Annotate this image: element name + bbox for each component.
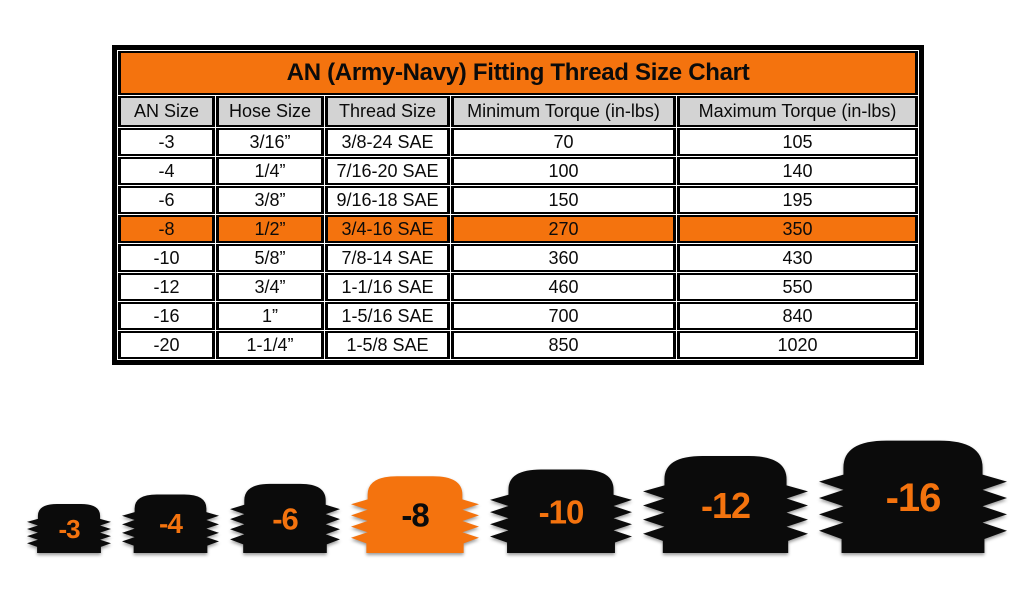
fitting-label: -12 xyxy=(700,484,751,526)
table-row xyxy=(118,273,918,301)
table-cell: 3/4-16 SAE xyxy=(325,215,450,243)
table-cell: -10 xyxy=(118,244,215,272)
fitting-label: -8 xyxy=(401,496,429,534)
table-cell: 7/16-20 SAE xyxy=(325,157,450,185)
table-row xyxy=(118,244,918,272)
column-header-min-torque: Minimum Torque (in-lbs) xyxy=(451,96,676,127)
table-cell: 430 xyxy=(677,244,918,272)
table-cell: -12 xyxy=(118,273,215,301)
table-cell: 270 xyxy=(451,215,676,243)
table-cell: 360 xyxy=(451,244,676,272)
table-cell: -3 xyxy=(118,128,215,156)
table-cell: 350 xyxy=(677,215,918,243)
table-cell: 460 xyxy=(451,273,676,301)
fitting-an3 xyxy=(27,502,111,553)
table-row xyxy=(118,186,918,214)
fitting-an16 xyxy=(819,436,1007,553)
fitting-label: -16 xyxy=(885,476,941,520)
table-cell: 700 xyxy=(451,302,676,330)
table-row xyxy=(118,331,918,359)
table-cell: 100 xyxy=(451,157,676,185)
table-title-row xyxy=(118,51,918,95)
fitting-label: -4 xyxy=(159,508,182,540)
table-cell: 140 xyxy=(677,157,918,185)
table-cell: 70 xyxy=(451,128,676,156)
table-cell: 1/4” xyxy=(216,157,324,185)
column-header-thread-size: Thread Size xyxy=(325,96,450,127)
fitting-an8 xyxy=(351,473,479,553)
table-cell: 3/16” xyxy=(216,128,324,156)
table-cell: 1-5/16 SAE xyxy=(325,302,450,330)
column-header-max-torque: Maximum Torque (in-lbs) xyxy=(677,96,918,127)
table-cell: 7/8-14 SAE xyxy=(325,244,450,272)
table-cell: -20 xyxy=(118,331,215,359)
table-cell: 3/8-24 SAE xyxy=(325,128,450,156)
table-cell: 3/4” xyxy=(216,273,324,301)
table-cell: -16 xyxy=(118,302,215,330)
fitting-an10 xyxy=(490,466,632,553)
table-row xyxy=(118,157,918,185)
table-cell: 105 xyxy=(677,128,918,156)
fitting-label: -3 xyxy=(58,514,80,545)
table-cell: 195 xyxy=(677,186,918,214)
table-row xyxy=(118,302,918,330)
table-cell: 1-1/4” xyxy=(216,331,324,359)
column-header-hose-size: Hose Size xyxy=(216,96,324,127)
table-cell: -8 xyxy=(118,215,215,243)
fitting-label: -6 xyxy=(272,501,298,537)
table-cell: 9/16-18 SAE xyxy=(325,186,450,214)
table-cell: 3/8” xyxy=(216,186,324,214)
table-cell: -4 xyxy=(118,157,215,185)
column-header-an-size: AN Size xyxy=(118,96,215,127)
table-cell: -6 xyxy=(118,186,215,214)
fitting-label: -10 xyxy=(538,493,584,531)
table-cell: 1-5/8 SAE xyxy=(325,331,450,359)
table-row xyxy=(118,128,918,156)
table-cell: 1/2” xyxy=(216,215,324,243)
fitting-an12 xyxy=(643,452,808,553)
table-cell: 5/8” xyxy=(216,244,324,272)
table-cell: 1020 xyxy=(677,331,918,359)
table-cell: 1” xyxy=(216,302,324,330)
table-cell: 840 xyxy=(677,302,918,330)
table-cell: 550 xyxy=(677,273,918,301)
table-cell: 850 xyxy=(451,331,676,359)
table-title: AN (Army-Navy) Fitting Thread Size Chart xyxy=(118,51,918,95)
table-header-row xyxy=(118,96,918,127)
table-cell: 1-1/16 SAE xyxy=(325,273,450,301)
table-row-highlighted xyxy=(118,215,918,243)
fitting-an4 xyxy=(122,492,219,553)
fitting-size-comparison-graphic xyxy=(27,436,1007,553)
an-fitting-thread-size-table xyxy=(112,45,924,365)
table-cell: 150 xyxy=(451,186,676,214)
fitting-an6 xyxy=(230,481,340,553)
